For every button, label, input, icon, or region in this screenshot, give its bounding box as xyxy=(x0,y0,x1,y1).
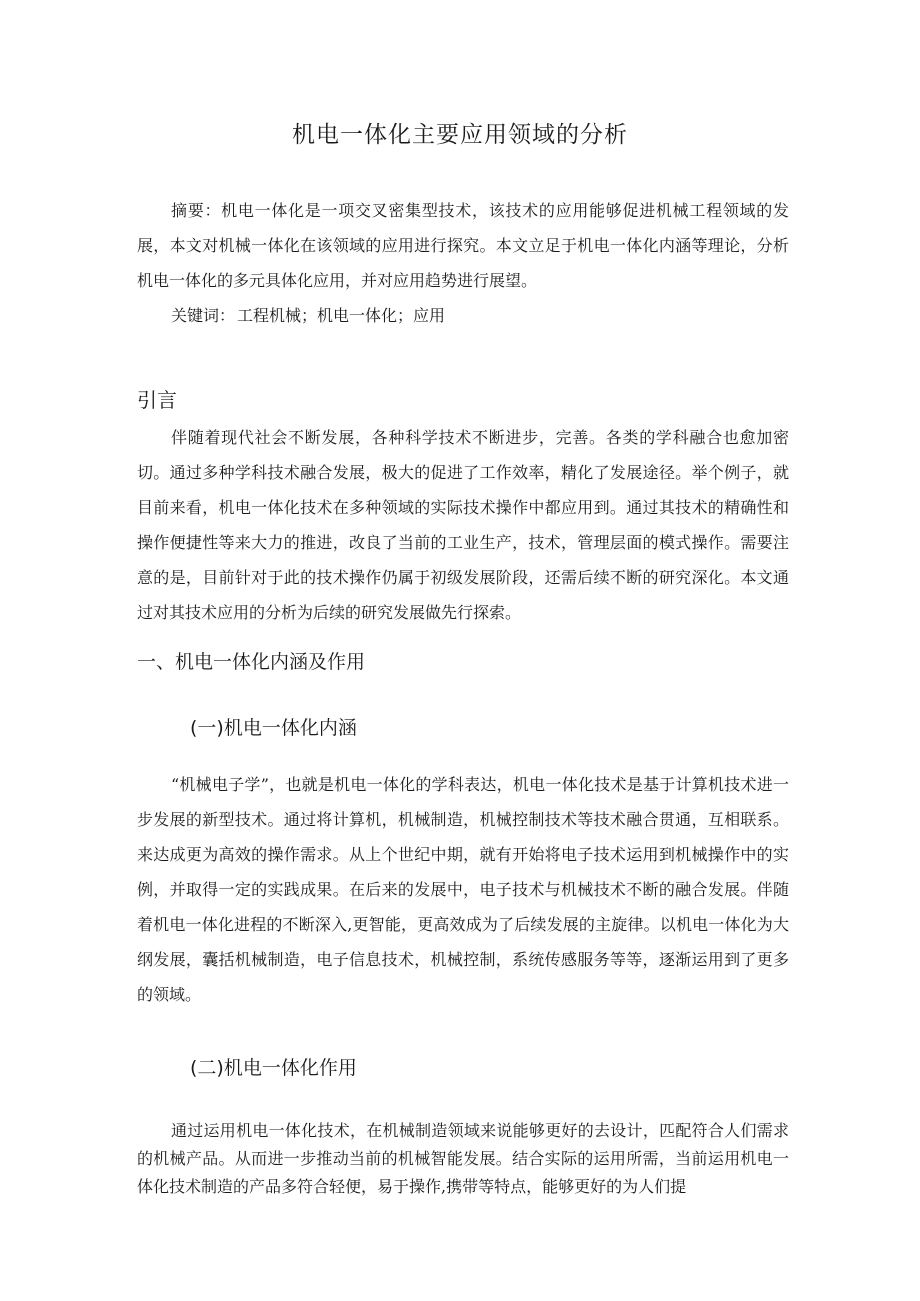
abstract-paragraph xyxy=(137,193,789,298)
keywords-text: 工程机械；机电一体化；应用 xyxy=(237,306,446,325)
keywords-paragraph xyxy=(137,298,789,333)
abstract-label: 摘要： xyxy=(171,201,222,220)
section1-sub2-paragraph: 通过运用机电一体化技术，在机械制造领域来说能够更好的去设计，匹配符合人们需求的机械产品。从而进一步推动当前的机械智能发展。结合实际的运用所需，当前运用机电一体化技术制造的产品多符合轻便，易于操作,携带等特点，能够更好的为人们提 xyxy=(137,1121,789,1196)
section1-heading: 一、机电一体化内涵及作用 xyxy=(137,651,366,673)
section1-sub2-heading: (二)机电一体化作用 xyxy=(190,1057,357,1079)
intro-heading: 引言 xyxy=(137,388,177,412)
section1-sub1-heading: (一)机电一体化内涵 xyxy=(190,717,357,739)
keywords-label: 关键词： xyxy=(171,306,236,325)
intro-paragraph: 伴随着现代社会不断发展，各种科学技术不断进步，完善。各类的学科融合也愈加密切。通过多种学科技术融合发展，极大的促进了工作效率，精化了发展途径。举个例子，就目前来看，机电一体化技术在多种领域的实际技术操作中都应用到。通过其技术的精确性和操作便捷性等来大力的推进，改良了当前的工业生产，技术，管理层面的模式操作。需要注意的是，目前针对于此的技术操作仍属于初级发展阶段，还需后续不断的研究深化。本文通过对其技术应用的分析为后续的研究发展做先行探索。 xyxy=(137,428,789,622)
abstract-text: 机电一体化是一项交叉密集型技术，该技术的应用能够促进机械工程领域的发展，本文对机械一体化在该领域的应用进行探究。本文立足于机电一体化内涵等理论，分析机电一体化的多元具体化应用，并对应用趋势进行展望。 xyxy=(137,201,789,290)
section1-sub1-paragraph: “机械电子学”，也就是机电一体化的学科表达，机电一体化技术是基于计算机技术进一步发展的新型技术。通过将计算机，机械制造，机械控制技术等技术融合贯通，互相联系。来达成更为高效的操作需求。从上个世纪中期，就有开始将电子技术运用到机械操作中的实例，并取得一定的实践成果。在后来的发展中，电子技术与机械技术不断的融合发展。伴随着机电一体化进程的不断深入,更智能，更高效成为了后续发展的主旋律。以机电一体化为大纲发展，囊括机械制造，电子信息技术，机械控制，系统传感服务等等，逐渐运用到了更多的领域。 xyxy=(137,775,789,1004)
document-title: 机电一体化主要应用领域的分析 xyxy=(292,122,628,148)
